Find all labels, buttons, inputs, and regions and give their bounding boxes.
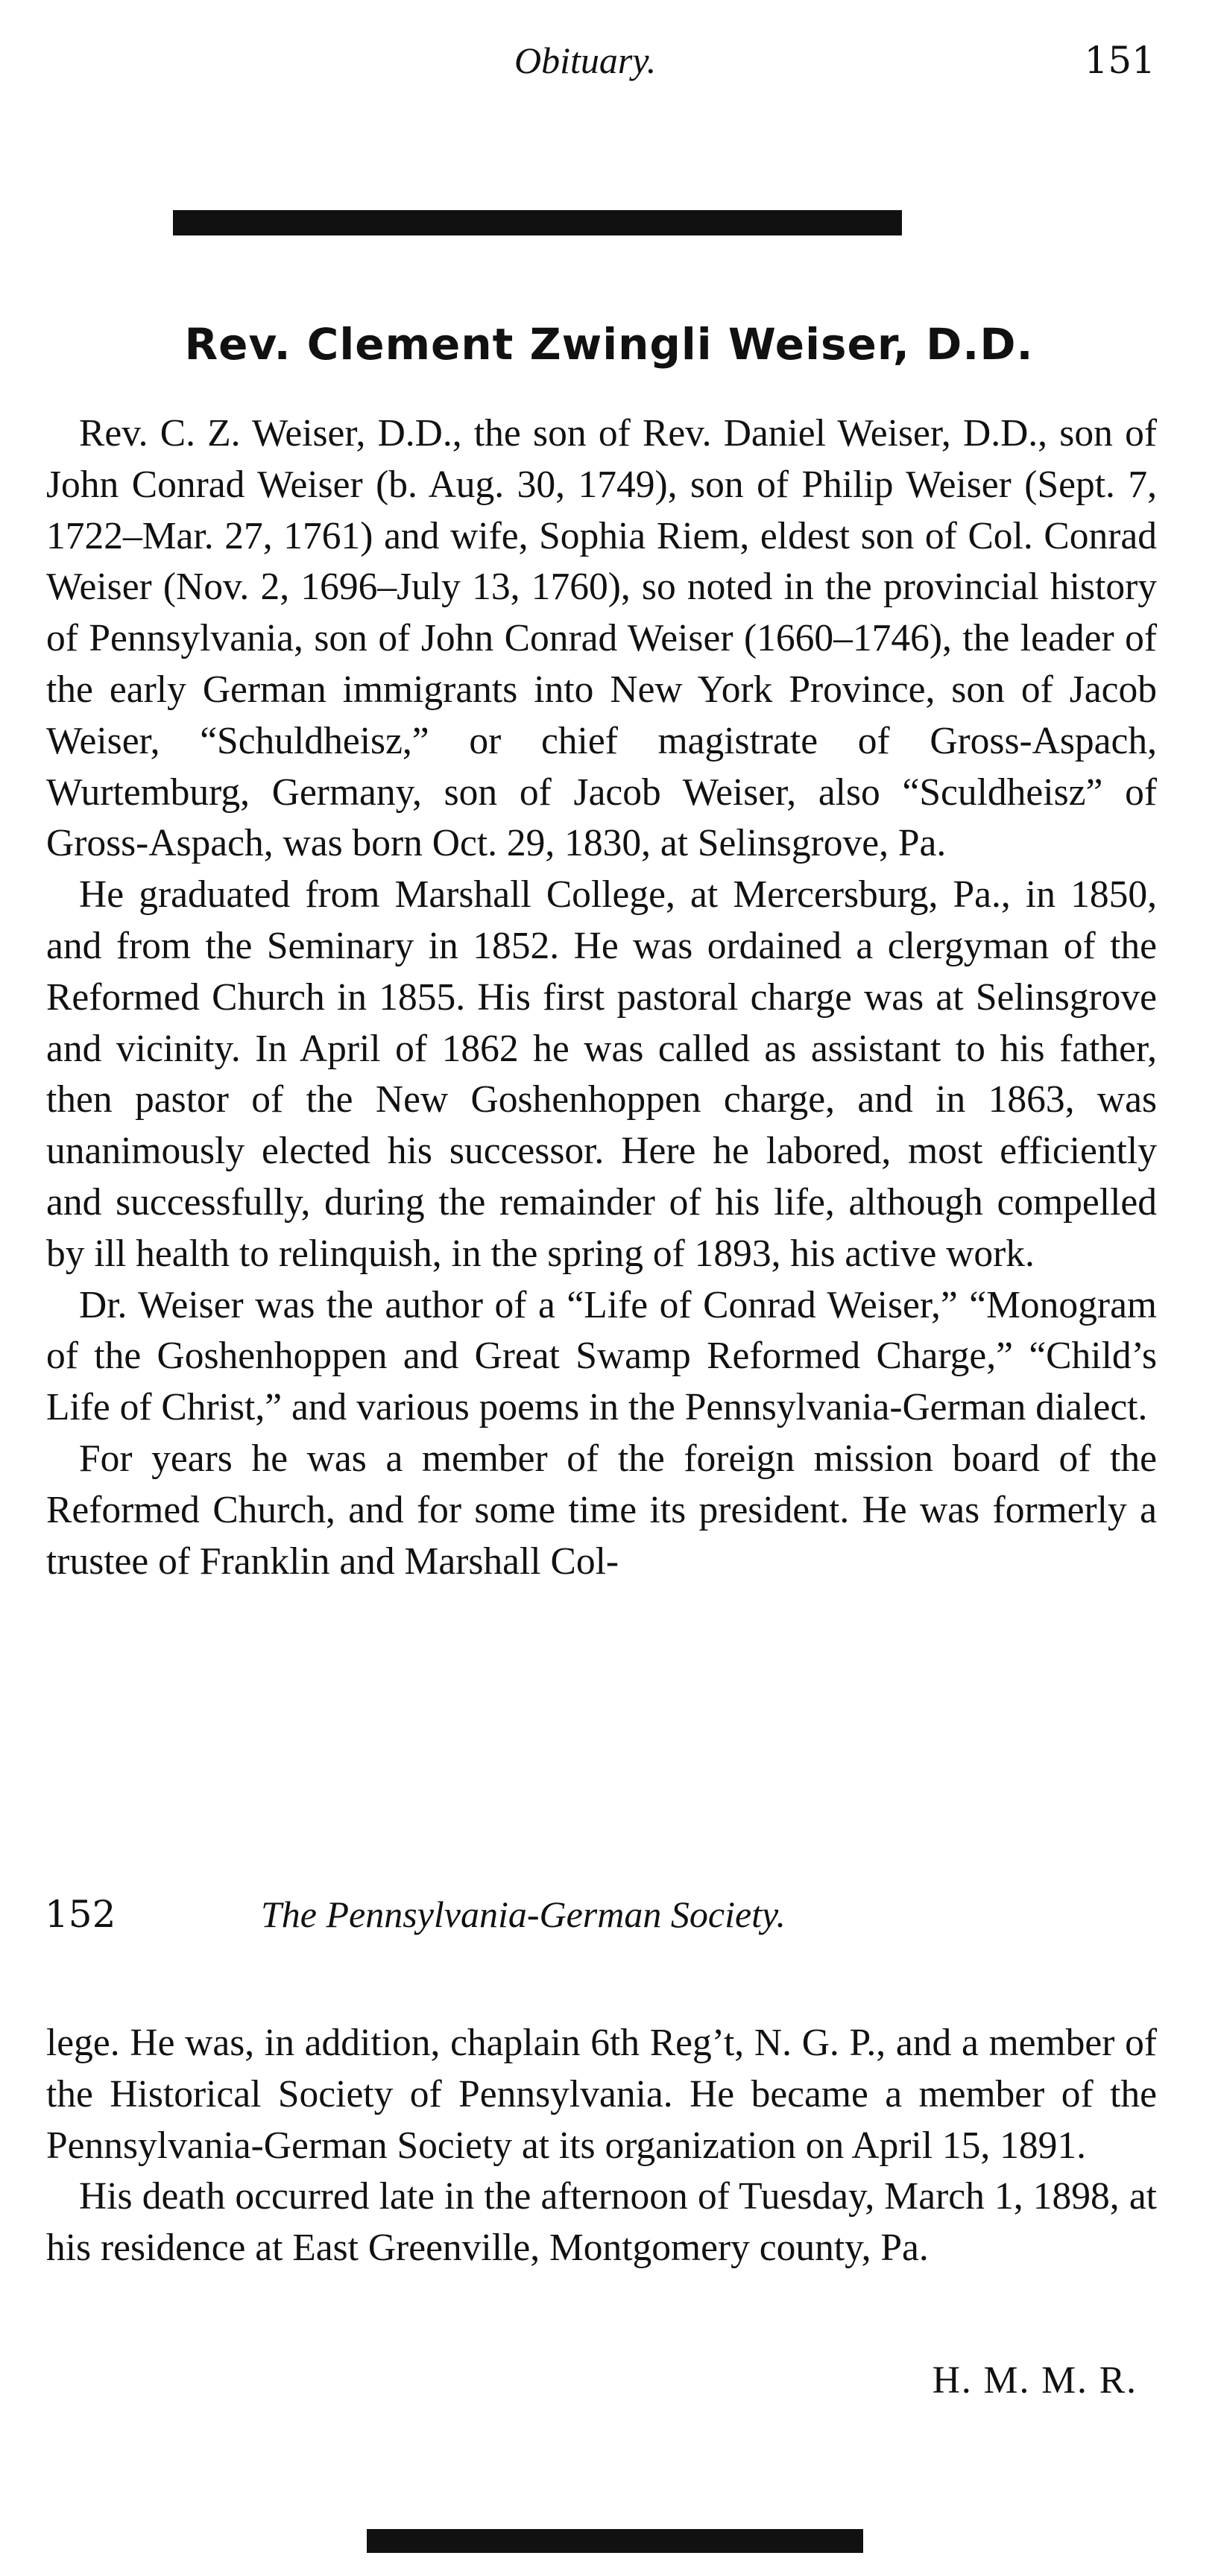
page-152-text bbox=[46, 2018, 1157, 2274]
running-title: The Pennsylvania-German Society. bbox=[261, 1893, 786, 1935]
running-title: Obituary. bbox=[514, 39, 657, 81]
paragraph: His death occurred late in the afternoon of Tuesday, March 1, 1898, at his residence at East Greenville, Montgomery county, Pa. bbox=[46, 2175, 1157, 2270]
paragraph: He graduated from Marshall College, at Mercersburg, Pa., in 1850, and from the Seminary in 1852. He was ordained a clergyman of the Reformed Church in 1855. His first pastoral charge was at Selinsgrove and vicinity. In April of 1862 he was called as assistant to his father, then pastor of the New Goshenhoppen charge, and in 1863, was unanimously elected his successor. Here he labored, most efficiently and successfully, during the remainder of his life, although compelled by ill health to relinquish, in the spring of 1893, his active work. bbox=[46, 873, 1157, 1275]
author-initials: H. M. M. R. bbox=[932, 2359, 1137, 2402]
top-rule bbox=[173, 210, 902, 235]
page-number: 152 bbox=[45, 1893, 116, 1936]
page-number: 151 bbox=[1084, 39, 1155, 82]
paragraph-continued: lege. He was, in addition, chaplain 6th Reg’t, N. G. P., and a member of the Historical Society of Pennsylvania. He became a member of the Pennsylvania-German Society at its organization on April 15, 1891. bbox=[46, 2022, 1157, 2167]
bottom-rule bbox=[367, 2529, 863, 2553]
page-151-text bbox=[46, 408, 1157, 1587]
page-header-151 bbox=[45, 39, 1163, 98]
paragraph: For years he was a member of the foreign mission board of the Reformed Church, and for some time its president. He was formerly a trustee of Franklin and Marshall Col- bbox=[46, 1437, 1157, 1583]
paragraph: Rev. C. Z. Weiser, D.D., the son of Rev. Daniel Weiser, D.D., son of John Conrad Weiser (b. Aug. 30, 1749), son of Philip Weiser (Sept. 7, 1722–Mar. 27, 1761) and wife, Sophia Riem, eldest son of Col. Conrad Weiser (Nov. 2, 1696–July 13, 1760), so noted in the provincial history of Pennsylvania, son of John Conrad Weiser (1660–1746), the leader of the early German immigrants into New York Province, son of Jacob Weiser, “Schuldheisz,” or chief magistrate of Gross-Aspach, Wurtemburg, Germany, son of Jacob Weiser, also “Sculdheisz” of Gross-Aspach, was born Oct. 29, 1830, at Selinsgrove, Pa. bbox=[46, 412, 1157, 865]
obituary-heading: Rev. Clement Zwingli Weiser, D.D. bbox=[184, 319, 1034, 370]
page-header-152 bbox=[45, 1893, 1163, 1952]
paragraph: Dr. Weiser was the author of a “Life of Conrad Weiser,” “Monogram of the Goshenhoppen and Great Swamp Reformed Charge,” “Child’s Life of Christ,” and various poems in the Pennsylvania-German dialect. bbox=[46, 1283, 1157, 1429]
